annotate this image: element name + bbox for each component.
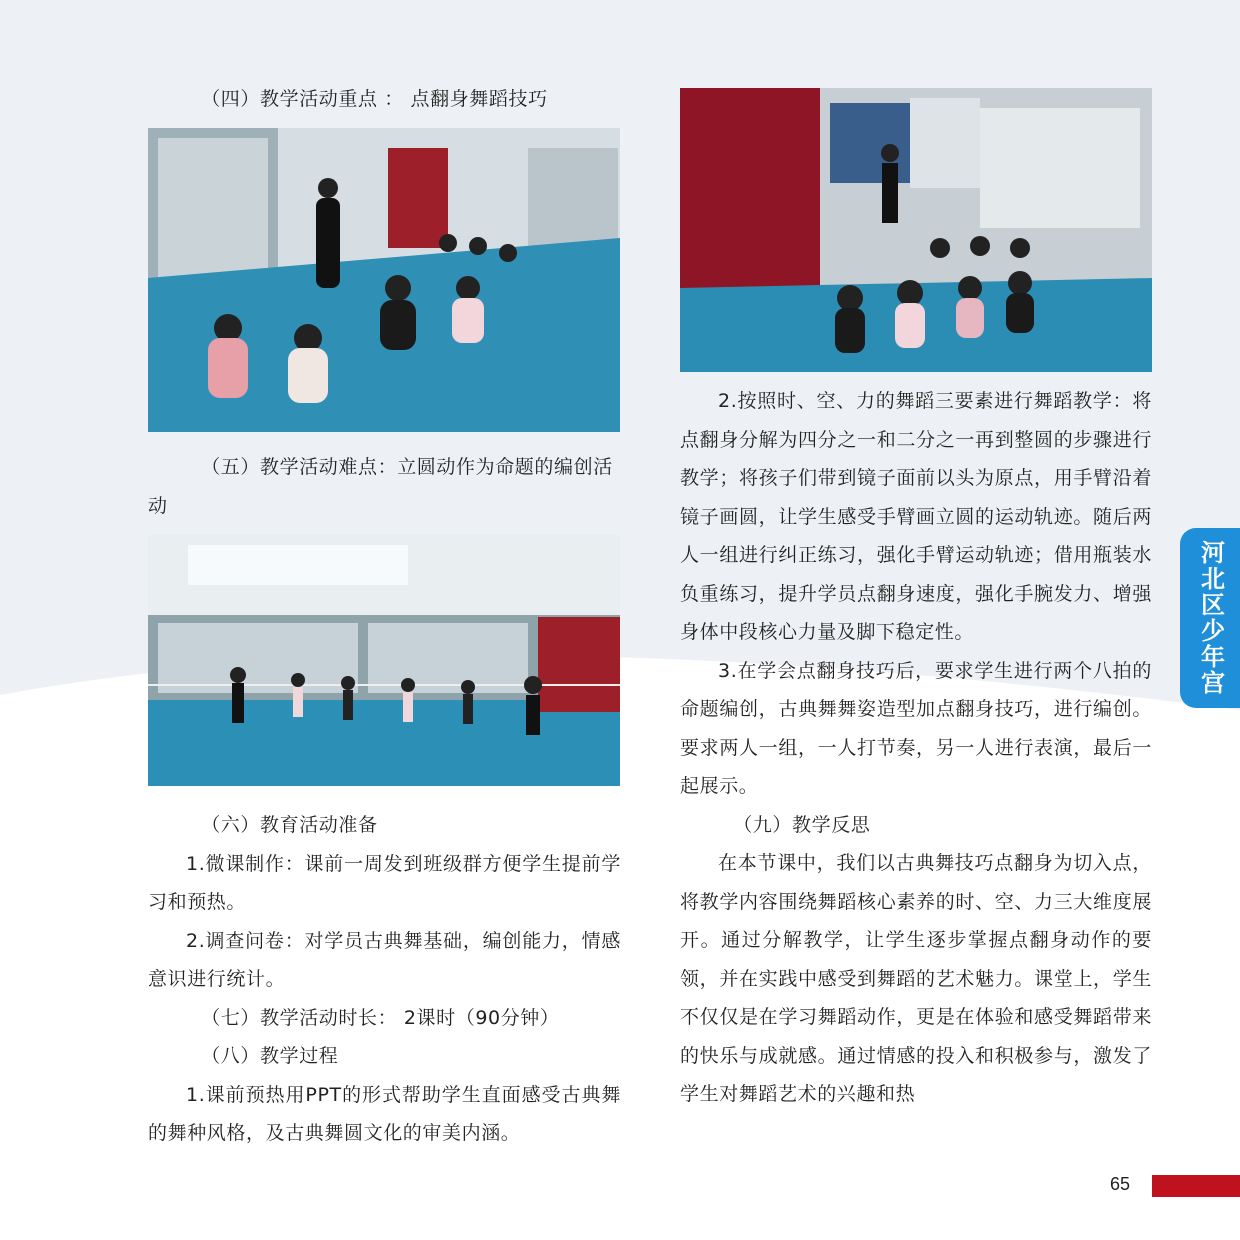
page-accent-bar (1152, 1175, 1240, 1197)
photo-dance-circle (148, 128, 620, 432)
heading-process: （八）教学过程 (201, 1045, 339, 1067)
photo-dance-class (148, 535, 620, 786)
process-item-2: 2.按照时、空、力的舞蹈三要素进行舞蹈教学：将点翻身分解为四分之一和二分之一再到整圆的步骤进行教学；将孩子们带到镜子面前以头为原点，用手臂沿着镜子画圆，让学生感受手臂画立圆的运动轨迹。随后两人一组进行纠正练习，强化手臂运动轨迹；借用瓶装水负重练习，提升学员点翻身速度，强化手腕发力、增强身体中段核心力量及脚下稳定性。 (680, 390, 1152, 643)
section-tab (1180, 528, 1240, 708)
heading-duration: （七）教学活动时长： 2课时（90分钟） (201, 1006, 560, 1029)
page-number: 65 (1109, 1174, 1131, 1194)
process-item-3: 3.在学会点翻身技巧后，要求学生进行两个八拍的命题编创，古典舞舞姿造型加点翻身技巧，进行编创。要求两人一组，一人打节奏，另一人进行表演，最后一起展示。 (680, 659, 1152, 797)
right-column (680, 382, 1152, 1114)
heading-key-points: （四）教学活动重点 ： 点翻身舞蹈技巧 (201, 88, 548, 110)
heading-preparation: （六）教育活动准备 (201, 814, 378, 836)
heading-reflection: （九）教学反思 (733, 813, 871, 836)
left-column-mid (148, 448, 621, 525)
prep-item-2: 2.调查问卷：对学员古典舞基础，编创能力，情感意识进行统计。 (148, 929, 621, 990)
heading-difficulty: （五）教学活动难点：立圆动作为命题的编创活动 (148, 456, 613, 517)
reflection-text: 在本节课中，我们以古典舞技巧点翻身为切入点，将教学内容围绕舞蹈核心素养的时、空、力三大维度展开。通过分解教学，让学生逐步掌握点翻身动作的要领，并在实践中感受到舞蹈的艺术魅力。课堂上，学生不仅仅是在学习舞蹈动作，更是在体验和感受舞蹈带来的快乐与成就感。通过情感的投入和积极参与，激发了学生对舞蹈艺术的兴趣和热 (680, 852, 1152, 1105)
left-column-bottom (148, 806, 621, 1153)
section-tab-label: 河北区少年宫 (1196, 540, 1225, 696)
prep-item-1: 1.微课制作：课前一周发到班级群方便学生提前学习和预热。 (148, 852, 621, 913)
left-column (148, 80, 621, 119)
process-item-1: 1.课前预热用PPT的形式帮助学生直面感受古典舞的舞种风格，及古典舞圆文化的审美内涵。 (148, 1083, 621, 1144)
photo-classroom-screen (680, 88, 1152, 372)
